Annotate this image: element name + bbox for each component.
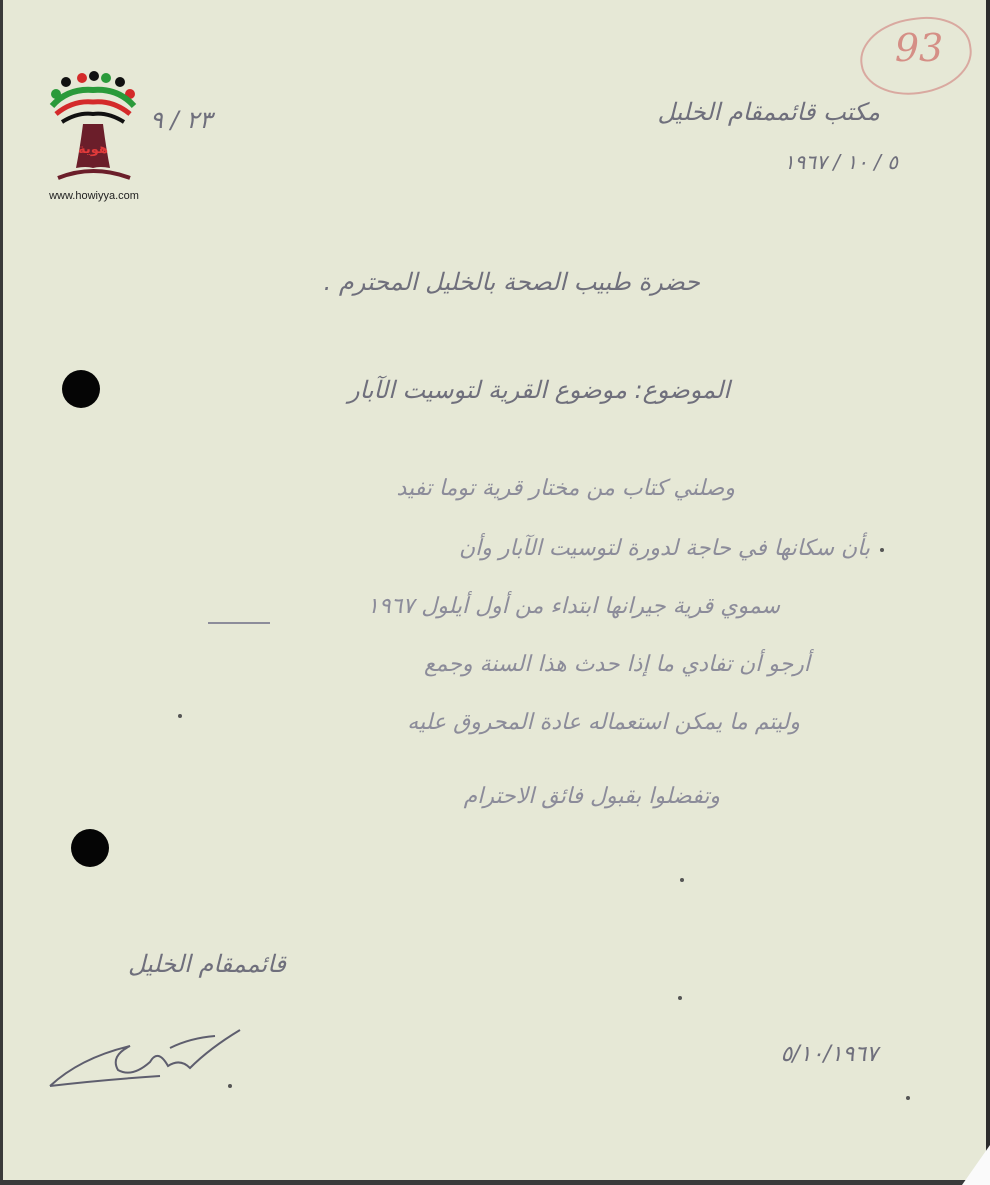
subject-line: الموضوع: موضوع القرية لتوسيت الآبار — [348, 376, 730, 404]
recipient-line: حضرة طبيب الصحة بالخليل المحترم . — [323, 268, 700, 296]
scan-edge-bottom — [0, 1180, 990, 1185]
year-underline — [208, 622, 270, 624]
punch-hole-bottom — [71, 829, 109, 867]
speck — [178, 714, 182, 718]
page-number: 93 — [894, 26, 944, 70]
body-line-2: بأن سكانها في حاجة لدورة لتوسيت الآبار وأن — [458, 536, 870, 561]
speck — [228, 1084, 232, 1088]
issuer-line: مكتب قائممقام الخليل — [657, 98, 880, 126]
howiyya-logo — [38, 68, 148, 198]
body-line-3: سموي قرية جيرانها ابتداء من أول أيلول ١٩٦٧ — [367, 594, 780, 619]
scan-edge-left — [0, 0, 3, 1185]
closing-line: وتفضلوا بقبول فائق الاحترام — [463, 784, 720, 809]
signature-scribble-icon — [40, 1018, 250, 1098]
speck — [678, 996, 682, 1000]
scan-edge-right — [986, 0, 990, 1185]
tree-logo-icon — [38, 68, 148, 198]
watermark-url[interactable]: www.howiyya.com — [49, 190, 139, 202]
speck — [680, 878, 684, 882]
body-line-5: وليتم ما يمكن استعماله عادة المحروق عليه — [407, 710, 800, 735]
body-line-1: وصلني كتاب من مختار قرية توما تفيد — [396, 476, 735, 501]
folded-corner — [962, 1145, 990, 1185]
speck — [880, 548, 884, 552]
signatory-title: قائممقام الخليل — [128, 950, 286, 978]
body-line-4: أرجو أن تفادي ما إذا حدث هذا السنة وجمع — [423, 652, 810, 677]
logo-brand-text: هوية — [78, 142, 108, 157]
bottom-date-note: ٥/١٠/١٩٦٧ — [780, 1042, 878, 1067]
signature — [40, 1018, 250, 1098]
letter-date: ٥ / ١٠ / ١٩٦٧ — [783, 150, 898, 174]
reference-number: ٢٣ / ٩ — [150, 106, 213, 134]
speck — [906, 1096, 910, 1100]
punch-hole-top — [62, 370, 100, 408]
